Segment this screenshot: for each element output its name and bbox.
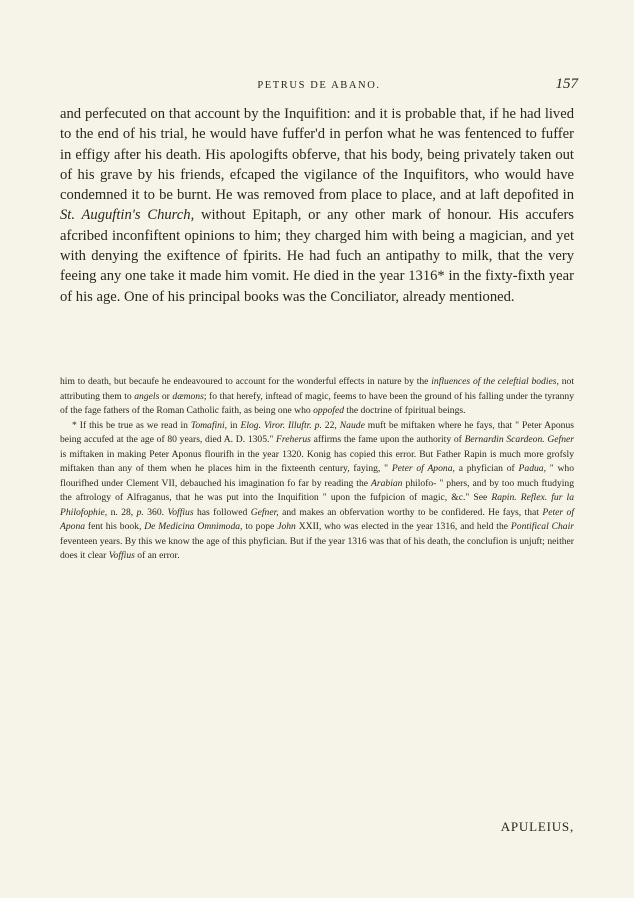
footnote-italic: Freherus xyxy=(276,434,311,445)
footnote-text: XXII, who was elected in the year 1316, and held the xyxy=(295,521,511,532)
footnote-text: is miftaken in making Peter Aponus flourifh in the year 1320. Konig has copied this error. But Father Rapin is much more grofsly miftaken than any of them when he places him in the fixteenth century, faying, " xyxy=(60,448,574,474)
footnote-italic: p. xyxy=(136,506,144,518)
page-header xyxy=(60,76,578,98)
footnote-text: the doctrine of fpiritual beings. xyxy=(344,405,466,416)
footnote-text: 22, xyxy=(321,419,340,431)
footnote-italic: Arabian xyxy=(371,477,403,489)
footnote-italic: dæmons xyxy=(172,390,204,402)
footnote-text: feventeen years. By this we know the age of this phyfician. But if the year 1316 was that of his death, the conclufion is unjuft; neither does it clear xyxy=(60,535,574,561)
catchword: APULEIUS, xyxy=(500,819,574,834)
footnote-italic: Rapin. Reflex. fur la Philofophie, xyxy=(60,492,574,518)
main-text-part: without Epitaph, or any other mark of honour. His accufers afcribed inconfiftent opinions to him; they charged him with being a magician, and yet with denying the exiftence of fpirits. He had fuch an antipathy to milk, that the very feeing any one take it made him vomit. He died in the year 1316* in the fixty-fixth year of his age. One of his principal books was the Conciliator, already mentioned. xyxy=(60,207,574,305)
footnote-italic: Peter of Apona xyxy=(60,506,574,532)
footnote-text: fent his book, xyxy=(85,521,145,532)
running-head: PETRUS DE ABANO. xyxy=(257,80,381,91)
footnote-text: muft be miftaken where he fays, that " Peter Aponus being accufed at the age of 80 years, died A. D. 1305." xyxy=(60,419,574,445)
footnote-italic: De Medicina Omnimoda, xyxy=(144,521,243,532)
footnote-text: to pope xyxy=(242,521,278,532)
footnote-text: him to death, but becaufe he endeavoured to account for the wonderful effects in nature by the xyxy=(60,376,432,387)
footnote-text: has followed xyxy=(193,506,251,518)
footnote-italic: Naude xyxy=(339,419,365,431)
main-paragraph xyxy=(60,104,574,307)
footnote-text: not attributing them to xyxy=(60,376,574,402)
footnote-italic: Bernardin Scardeon. xyxy=(464,434,545,445)
footnote-italic: Peter of Apona, xyxy=(391,463,455,474)
footnote-italic: John xyxy=(277,521,296,532)
footnote-text: philofo- " phers, and by too much ftudying the aftrology of Alfraganus, that he was put into the Inquifition " upon the fufpicion of magic, &c." See xyxy=(60,477,574,503)
footnotes xyxy=(60,375,574,564)
footnote-text: of an error. xyxy=(134,550,180,561)
footnote-italic: Padua, xyxy=(518,463,546,474)
footnote-italic: Elog. Viror. Illuftr. p. xyxy=(240,419,322,431)
footnote-italic: Voffius xyxy=(108,550,135,561)
footnote-asterisk xyxy=(60,419,574,564)
footnote-text: in xyxy=(227,419,241,431)
footnote-text: n. 28, xyxy=(107,506,137,518)
footnote-italic: influences of the celeftial bodies, xyxy=(431,376,559,387)
page-number: 157 xyxy=(555,76,578,92)
footnote-text: a phyfician of xyxy=(454,463,519,474)
footnote-italic: Voffius xyxy=(167,506,194,518)
footnote-text: 360. xyxy=(143,506,168,518)
main-text-italic: St. Auguftin's Church, xyxy=(60,207,195,224)
footnote-italic: Pontifical Chair xyxy=(510,521,575,532)
footnote-text: or xyxy=(159,390,173,402)
footnote-text: and makes an obfervation worthy to be confidered. He fays, that xyxy=(278,506,543,518)
footnote-continued xyxy=(60,375,574,419)
footnote-italic: angels xyxy=(134,390,160,402)
footnote-italic: Gefner, xyxy=(250,506,279,518)
footnote-text: affirms the fame upon the authority of xyxy=(310,434,465,445)
footnote-italic: Tomafini, xyxy=(190,419,228,431)
footnote-italic: Gefner xyxy=(547,434,574,445)
footnote-text: ; fo that herefy, inftead of magic, feems to have been the ground of his falling under the tyranny of the fage fathers of the Roman Catholic faith, as being one who xyxy=(60,390,574,416)
main-text-part: and perfecuted on that account by the Inquifition: and it is probable that, if he had lived to the end of his trial, he would have fuffer'd in perfon what he was fentenced to fuffer in effigy after his death. His apologifts obferve, that his body, being privately taken out of his grave by his friends, efcaped the vigilance of the Inquifitors, who would have condemned it to be burnt. He was removed from place to place, and at laft depofited in xyxy=(60,106,574,204)
footnote-text: * If this be true as we read in xyxy=(72,419,191,431)
footnote-italic: oppofed xyxy=(313,405,345,416)
footnote-text: " who flourifhed under Clement VII, debauched his imagination fo far by reading the xyxy=(60,463,574,489)
